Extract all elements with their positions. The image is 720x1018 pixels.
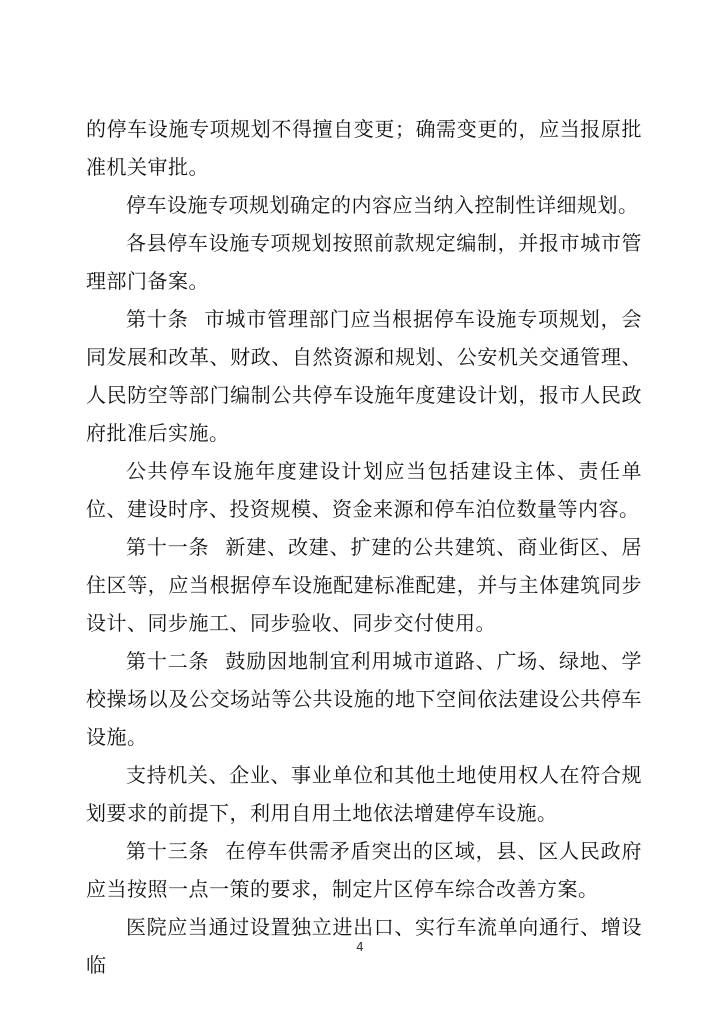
paragraph-text: 的停车设施专项规划不得擅自变更；确需变更的，应当报原批准机关审批。 xyxy=(86,117,642,179)
paragraph-text: 各县停车设施专项规划按照前款规定编制，并报市城市管理部门备案。 xyxy=(86,231,642,293)
paragraph xyxy=(86,642,642,756)
paragraph-text: 新建、改建、扩建的公共建筑、商业街区、居住区等，应当根据停车设施配建标准配建，并与主体建筑同步设计、同步施工、同步验收、同步交付使用。 xyxy=(86,535,643,635)
paragraph-text: 停车设施专项规划确定的内容应当纳入控制性详细规划。 xyxy=(126,193,639,217)
article-number: 第十二条 xyxy=(126,649,210,673)
paragraph xyxy=(86,300,642,452)
paragraph xyxy=(86,186,642,224)
paragraph xyxy=(86,224,642,300)
paragraph-text: 医院应当通过设置独立进出口、实行车流单向通行、增设临 xyxy=(86,915,642,977)
page-number: 4 xyxy=(356,940,364,954)
paragraph xyxy=(86,756,642,832)
paragraph xyxy=(86,832,642,908)
paragraph-text: 公共停车设施年度建设计划应当包括建设主体、责任单位、建设时序、投资规模、资金来源和停车泊位数量等内容。 xyxy=(86,459,642,521)
paragraph xyxy=(86,110,642,186)
paragraph-text: 市城市管理部门应当根据停车设施专项规划，会同发展和改革、财政、自然资源和规划、公安机关交通管理、人民防空等部门编制公共停车设施年度建设计划，报市人民政府批准后实施。 xyxy=(86,307,643,445)
article-number: 第十三条 xyxy=(126,839,210,863)
paragraph xyxy=(86,452,642,528)
document-body xyxy=(86,110,642,984)
paragraph xyxy=(86,528,642,642)
paragraph-text: 支持机关、企业、事业单位和其他土地使用权人在符合规划要求的前提下，利用自用土地依法增建停车设施。 xyxy=(86,763,642,825)
article-number: 第十一条 xyxy=(126,535,210,559)
article-number: 第十条 xyxy=(126,307,189,331)
paragraph-text: 鼓励因地制宜利用城市道路、广场、绿地、学校操场以及公交场站等公共设施的地下空间依法建设公共停车设施。 xyxy=(86,649,643,749)
paragraph-text: 在停车供需矛盾突出的区域，县、区人民政府应当按照一点一策的要求，制定片区停车综合改善方案。 xyxy=(86,839,643,901)
